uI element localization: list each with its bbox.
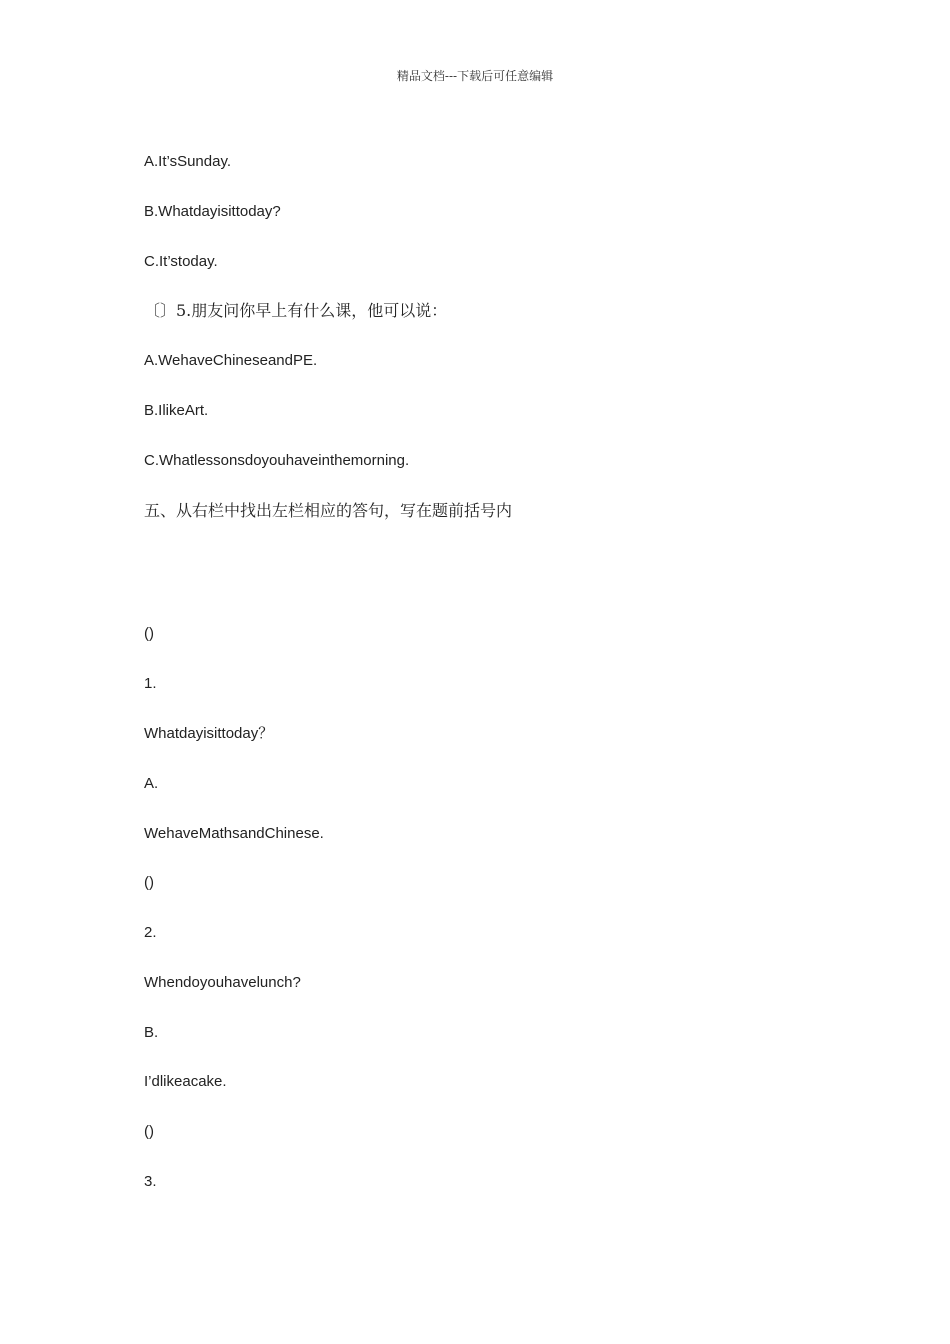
answer-bracket: () <box>144 874 154 891</box>
section-five-heading: 五、从右栏中找出左栏相应的答句，写在题前括号内 <box>144 501 513 520</box>
option-c-line: C.Whatlessonsdoyouhaveinthemorning. <box>144 452 410 469</box>
right-option-letter: B. <box>144 1024 159 1041</box>
left-question: Whendoyouhavelunch? <box>144 974 301 991</box>
left-question: Whatdayisittoday？ <box>144 725 274 742</box>
right-option-text: I’dlikeacake. <box>144 1073 227 1090</box>
item-number: 3. <box>144 1173 157 1190</box>
item-number: 1. <box>144 675 157 692</box>
right-option-text: WehaveMathsandChinese. <box>144 825 324 842</box>
option-a-line: A.WehaveChineseandPE. <box>144 352 318 369</box>
page-header: 精品文档---下载后可任意编辑 <box>396 69 554 83</box>
answer-bracket: () <box>144 1123 154 1140</box>
option-a-line: A.It’sSunday. <box>144 153 231 170</box>
option-c-line: C.It’stoday. <box>144 253 218 270</box>
item-number: 2. <box>144 924 157 941</box>
option-b-line: B.IlikeArt. <box>144 402 209 419</box>
answer-bracket: () <box>144 625 154 642</box>
option-b-line: B.Whatdayisittoday? <box>144 203 281 220</box>
right-option-letter: A. <box>144 775 159 792</box>
question-5: 〔〕5.朋友问你早上有什么课，他可以说： <box>144 301 448 320</box>
